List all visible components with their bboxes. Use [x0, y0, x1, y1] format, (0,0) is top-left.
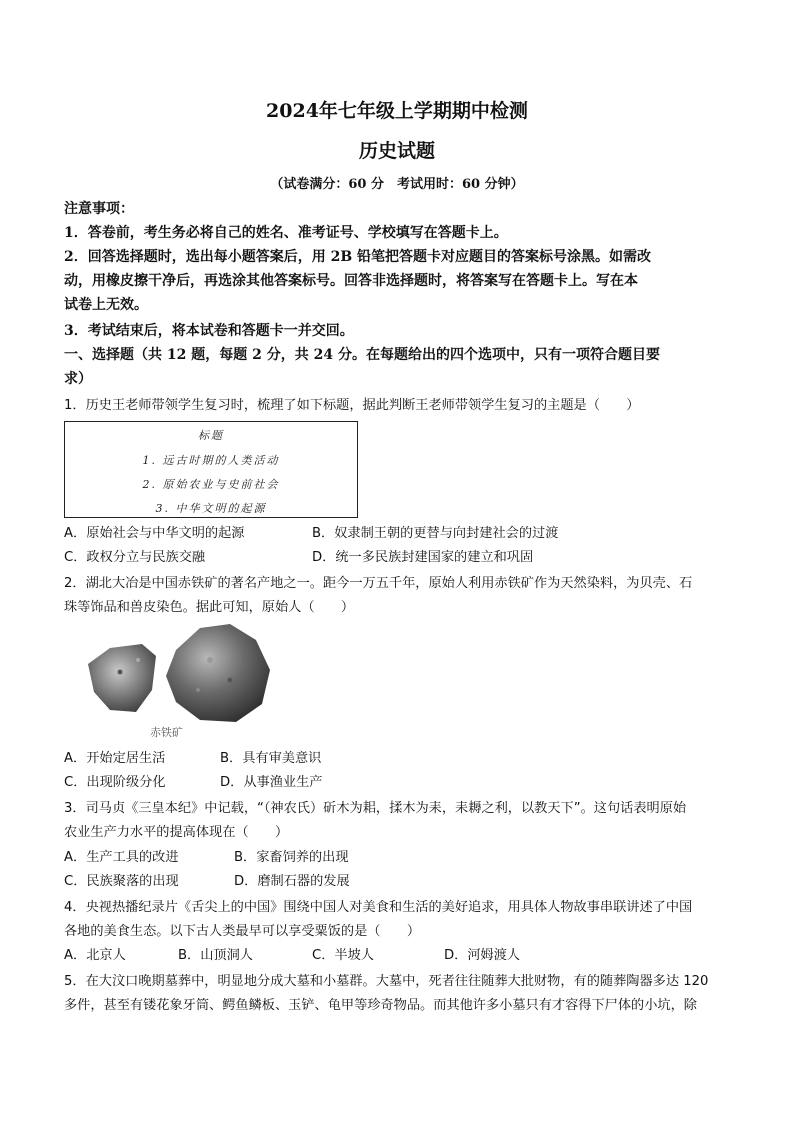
question-1-stem: 1．历史王老师带领学生复习时，梳理了如下标题，据此判断王老师带领学生复习的主题是（ ）	[64, 398, 640, 413]
question-2-option-c: C．出现阶级分化	[64, 775, 166, 790]
question-1-title-box	[64, 421, 358, 518]
question-1-option-a: A．原始社会与中华文明的起源	[64, 526, 245, 541]
hematite-rock-large	[166, 624, 270, 722]
question-3-stem: 3．司马贞《三皇本纪》中记载，“（神农氏）斫木为耜，揉木为耒，耒耨之利，以教天下”。这句话表明原始	[64, 801, 687, 816]
hematite-caption: 赤铁矿	[150, 726, 183, 739]
question-4-option-c: C．半坡人	[312, 948, 374, 963]
question-4-stem: 4．央视热播纪录片《舌尖上的中国》围绕中国人对美食和生活的美好追求，用具体人物故事串联讲述了中国	[64, 900, 693, 915]
section-heading-cont: 求）	[64, 371, 92, 387]
hematite-image	[80, 620, 280, 730]
question-2-option-a: A．开始定居生活	[64, 751, 166, 766]
question-2-stem-cont: 珠等饰品和兽皮染色。据此可知，原始人（ ）	[64, 600, 355, 615]
question-1-option-d: D．统一多民族封建国家的建立和巩固	[312, 550, 534, 565]
section-heading: 一、选择题（共 12 题，每题 2 分，共 24 分。在每题给出的四个选项中，只有一项符合题目要	[64, 347, 660, 363]
question-2-stem: 2．湖北大冶是中国赤铁矿的著名产地之一。距今一万五千年，原始人利用赤铁矿作为天然染料，为贝壳、石	[64, 576, 693, 591]
question-3-option-d: D．磨制石器的发展	[234, 874, 350, 889]
question-3-option-c: C．民族聚落的出现	[64, 874, 179, 889]
question-1-option-c: C．政权分立与民族交融	[64, 550, 206, 565]
exam-title: 2024年七年级上学期期中检测	[266, 100, 528, 122]
hematite-rock-small	[88, 644, 156, 712]
box-item: 2. 原始农业与史前社会	[142, 478, 280, 491]
question-3-stem-cont: 农业生产力水平的提高体现在（ ）	[64, 825, 289, 840]
question-5-stem-cont: 多件，甚至有镂花象牙筒、鳄鱼鳞板、玉铲、龟甲等珍奇物品。而其他许多小墓只有才容得下尸体的小坑，除	[64, 998, 697, 1013]
question-4-option-a: A．北京人	[64, 948, 126, 963]
notice-line: 1．答卷前，考生务必将自己的姓名、准考证号、学校填写在答题卡上。	[64, 225, 508, 241]
exam-meta: （试卷满分：60 分 考试用时：60 分钟）	[270, 177, 524, 192]
exam-subject: 历史试题	[358, 140, 435, 162]
box-item: 3. 中华文明的起源	[155, 502, 267, 515]
notice-line: 动，用橡皮擦干净后，再选涂其他答案标号。回答非选择题时，将答案写在答题卡上。写在本	[64, 273, 638, 289]
notice-line: 2．回答选择题时，选出每小题答案后，用 2B 铅笔把答题卡对应题目的答案标号涂黑。如需改	[64, 249, 652, 265]
box-heading: 标题	[198, 429, 224, 442]
question-4-stem-cont: 各地的美食生态。以下古人类最早可以享受粟饭的是（ ）	[64, 924, 421, 939]
notice-line: 3．考试结束后，将本试卷和答题卡一并交回。	[64, 323, 354, 339]
question-1-option-b: B．奴隶制王朝的更替与向封建社会的过渡	[312, 526, 559, 541]
notice-line: 试卷上无效。	[64, 297, 148, 313]
question-5-stem: 5．在大汶口晚期墓葬中，明显地分成大墓和小墓群。大墓中，死者往往随葬大批财物，有的随葬陶器多达 120	[64, 974, 709, 989]
question-4-option-d: D．河姆渡人	[444, 948, 521, 963]
notice-heading: 注意事项：	[64, 201, 134, 217]
question-3-option-a: A．生产工具的改进	[64, 850, 179, 865]
question-4-option-b: B．山顶洞人	[178, 948, 253, 963]
question-2-option-d: D．从事渔业生产	[220, 775, 323, 790]
box-item: 1. 远古时期的人类活动	[142, 454, 280, 467]
question-2-option-b: B．具有审美意识	[220, 751, 322, 766]
question-3-option-b: B．家畜饲养的出现	[234, 850, 349, 865]
